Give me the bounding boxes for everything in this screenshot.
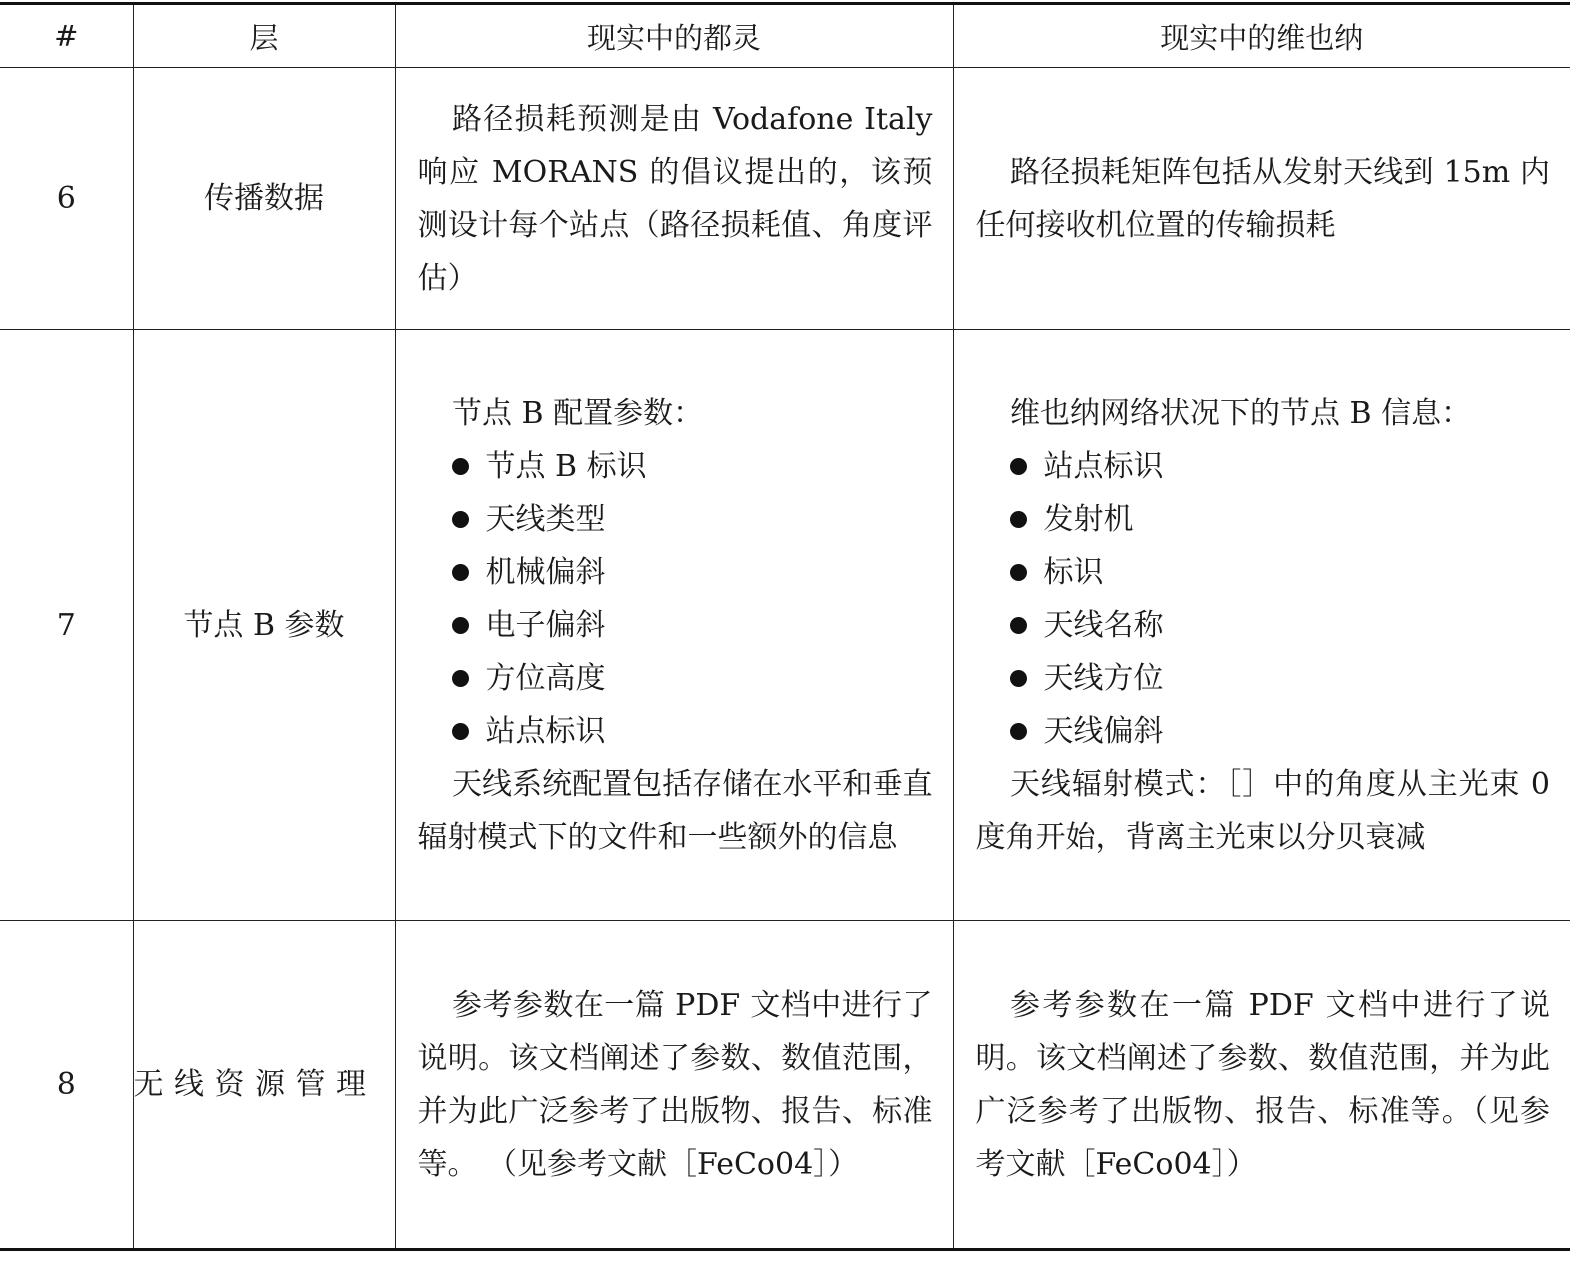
list-item: 标识 xyxy=(1010,546,1551,599)
vienna-cell xyxy=(953,68,1570,330)
list-item: 发射机 xyxy=(1010,493,1551,546)
turin-outro: 天线系统配置包括存储在水平和垂直辐射模式下的文件和一些额外的信息 xyxy=(417,766,933,855)
list-item: 站点标识 xyxy=(1010,440,1551,493)
vienna-bullet-list xyxy=(976,440,1551,758)
vienna-cell xyxy=(953,330,1570,921)
row-layer: 无线资源管理 xyxy=(133,921,395,1250)
turin-intro: 节点 B 配置参数： xyxy=(452,395,704,431)
row-layer: 节点 B 参数 xyxy=(133,330,395,921)
turin-paragraph: 路径损耗预测是由 Vodafone Italy 响应 MORANS 的倡议提出的，该预测设计每个站点（路径损耗值、角度评估） xyxy=(417,101,933,296)
list-item: 节点 B 标识 xyxy=(452,440,933,493)
row-number: 8 xyxy=(0,921,133,1250)
list-item: 方位高度 xyxy=(452,652,933,705)
vienna-intro: 维也纳网络状况下的节点 B 信息： xyxy=(1010,395,1472,431)
table-row xyxy=(0,330,1570,921)
row-layer: 传播数据 xyxy=(133,68,395,330)
list-item: 天线名称 xyxy=(1010,599,1551,652)
header-turin: 现实中的都灵 xyxy=(395,4,953,68)
list-item: 站点标识 xyxy=(452,705,933,758)
table-row xyxy=(0,921,1570,1250)
header-number: # xyxy=(0,4,133,68)
header-vienna: 现实中的维也纳 xyxy=(953,4,1570,68)
list-item: 天线偏斜 xyxy=(1010,705,1551,758)
list-item: 天线类型 xyxy=(452,493,933,546)
vienna-outro: 天线辐射模式：［］中的角度从主光束 0 度角开始，背离主光束以分贝衰减 xyxy=(975,766,1550,855)
comparison-table xyxy=(0,2,1570,1251)
vienna-paragraph: 路径损耗矩阵包括从发射天线到 15m 内任何接收机位置的传输损耗 xyxy=(975,154,1550,243)
turin-bullet-list xyxy=(418,440,933,758)
vienna-cell xyxy=(953,921,1570,1250)
turin-cell xyxy=(395,330,953,921)
vienna-paragraph: 参考参数在一篇 PDF 文档中进行了说明。该文档阐述了参数、数值范围，并为此广泛参考了出版物、报告、标准等。（见参考文献［FeCo04］） xyxy=(975,987,1550,1182)
row-number: 6 xyxy=(0,68,133,330)
turin-paragraph: 参考参数在一篇 PDF 文档中进行了说明。该文档阐述了参数、数值范围，并为此广泛参考了出版物、报告、标准等。 （见参考文献［FeCo04］） xyxy=(417,987,933,1182)
table-header-row xyxy=(0,4,1570,68)
table-row xyxy=(0,68,1570,330)
turin-cell xyxy=(395,921,953,1250)
list-item: 机械偏斜 xyxy=(452,546,933,599)
row-number: 7 xyxy=(0,330,133,921)
list-item: 天线方位 xyxy=(1010,652,1551,705)
list-item: 电子偏斜 xyxy=(452,599,933,652)
turin-cell xyxy=(395,68,953,330)
header-layer: 层 xyxy=(133,4,395,68)
